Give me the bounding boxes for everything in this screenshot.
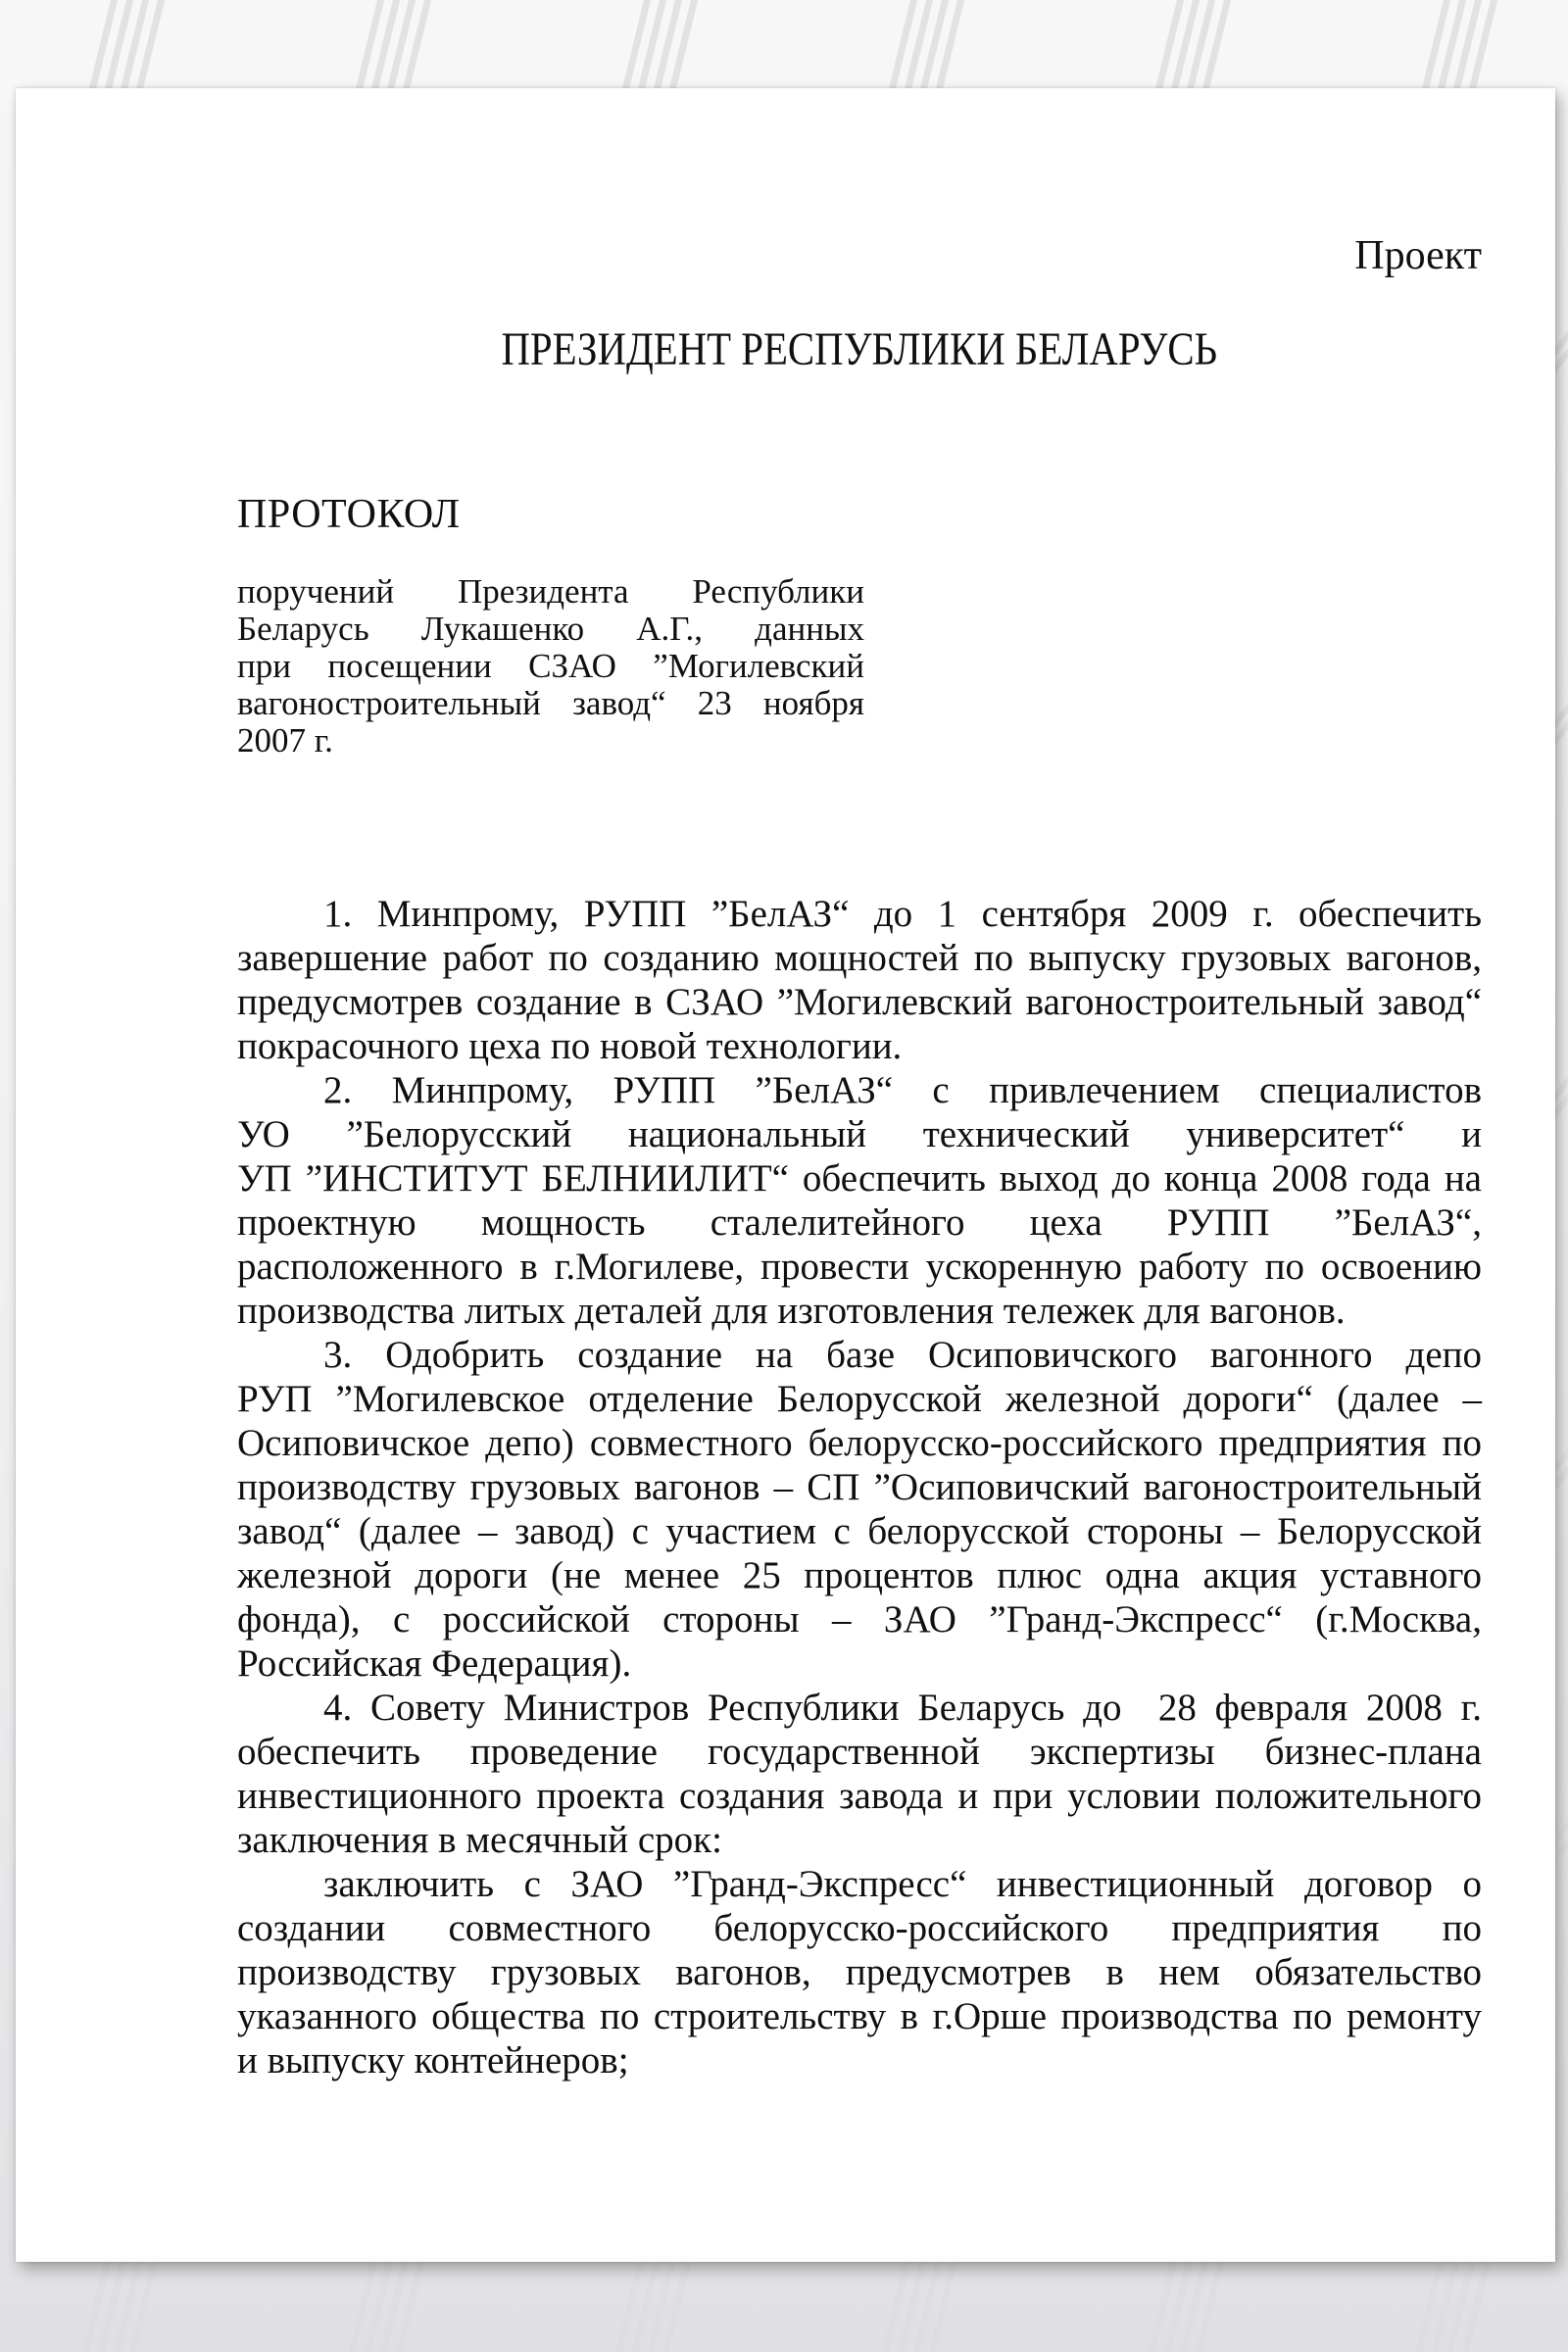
text-line: Беларусь Лукашенко А.Г., данных (237, 610, 864, 648)
text-line: УП ”ИНСТИТУТ БЕЛНИИЛИТ“ обеспечить выход до конца 2008 года на (237, 1157, 1482, 1200)
text-line: 4. Совету Министров Республики Беларусь до 28 февраля 2008 г. (323, 1687, 1482, 1729)
text-line: железной дороги (не менее 25 процентов плюс одна акция уставного (237, 1554, 1482, 1596)
text-line: вагоностроительный завод“ 23 ноября (237, 684, 864, 722)
text-line: указанного общества по строительству в г.Орше производства по ремонту (237, 1995, 1482, 2037)
text-line: покрасочного цеха по новой технологии. (237, 1025, 903, 1067)
text-line: 1. Минпрому, РУПП ”БелАЗ“ до 1 сентября 2009 г. обеспечить (323, 893, 1482, 935)
paragraph-1 (237, 892, 1482, 1068)
document-type-heading: ПРОТОКОЛ (237, 492, 461, 537)
text-line: при посещении СЗАО ”Могилевский (237, 647, 864, 685)
text-line: Осиповичское депо) совместного белорусско-российского предприятия по (237, 1422, 1482, 1464)
text-line: производству грузовых вагонов, предусмотрев в нем обязательство (237, 1951, 1482, 1993)
text-line: заключения в месячный срок: (237, 1819, 722, 1861)
subject-block (237, 573, 864, 760)
text-line: инвестиционного проекта создания завода и при условии положительного (237, 1775, 1482, 1817)
text-line: предусмотрев создание в СЗАО ”Могилевский вагоностроительный завод“ (237, 981, 1482, 1023)
paragraph-2 (237, 1068, 1482, 1333)
text-line: заключить с ЗАО ”Гранд-Экспресс“ инвестиционный договор о (323, 1863, 1482, 1905)
text-line: 2. Минпрому, РУПП ”БелАЗ“ с привлечением специалистов (323, 1069, 1482, 1111)
letterhead-title: ПРЕЗИДЕНТ РЕСПУБЛИКИ БЕЛАРУСЬ (501, 323, 1218, 375)
text-line: производства литых деталей для изготовления тележек для вагонов. (237, 1290, 1346, 1332)
text-line: поручений Президента Республики (237, 572, 864, 611)
paragraph-4-subitem (237, 1862, 1482, 2082)
text-line: и выпуску контейнеров; (237, 2039, 629, 2082)
text-line: расположенного в г.Могилеве, провести ускоренную работу по освоению (237, 1246, 1482, 1288)
text-line: завод“ (далее – завод) с участием с белорусской стороны – Белорусской (237, 1510, 1482, 1552)
text-line: обеспечить проведение государственной экспертизы бизнес-плана (237, 1731, 1482, 1773)
paragraph-3 (237, 1333, 1482, 1686)
text-line: УО ”Белорусский национальный технический университет“ и (237, 1113, 1482, 1155)
text-line: 3. Одобрить создание на базе Осиповичского вагонного депо (323, 1334, 1482, 1376)
text-line: завершение работ по созданию мощностей по выпуску грузовых вагонов, (237, 937, 1482, 979)
text-line: Российская Федерация). (237, 1642, 632, 1685)
text-line: фонда), с российской стороны – ЗАО ”Гранд-Экспресс“ (г.Москва, (237, 1598, 1482, 1641)
document-page (16, 88, 1555, 2262)
text-line: проектную мощность сталелитейного цеха РУПП ”БелАЗ“, (237, 1201, 1482, 1244)
text-line: РУП ”Могилевское отделение Белорусской железной дороги“ (далее – (237, 1378, 1482, 1420)
document-body (237, 892, 1482, 2082)
text-line: создании совместного белорусско-российского предприятия по (237, 1907, 1482, 1949)
paragraph-4 (237, 1686, 1482, 1862)
text-line: 2007 г. (237, 721, 333, 760)
letterhead (237, 321, 1482, 378)
text-line: производству грузовых вагонов – СП ”Осиповичский вагоностроительный (237, 1466, 1482, 1508)
draft-label: Проект (1354, 233, 1482, 278)
